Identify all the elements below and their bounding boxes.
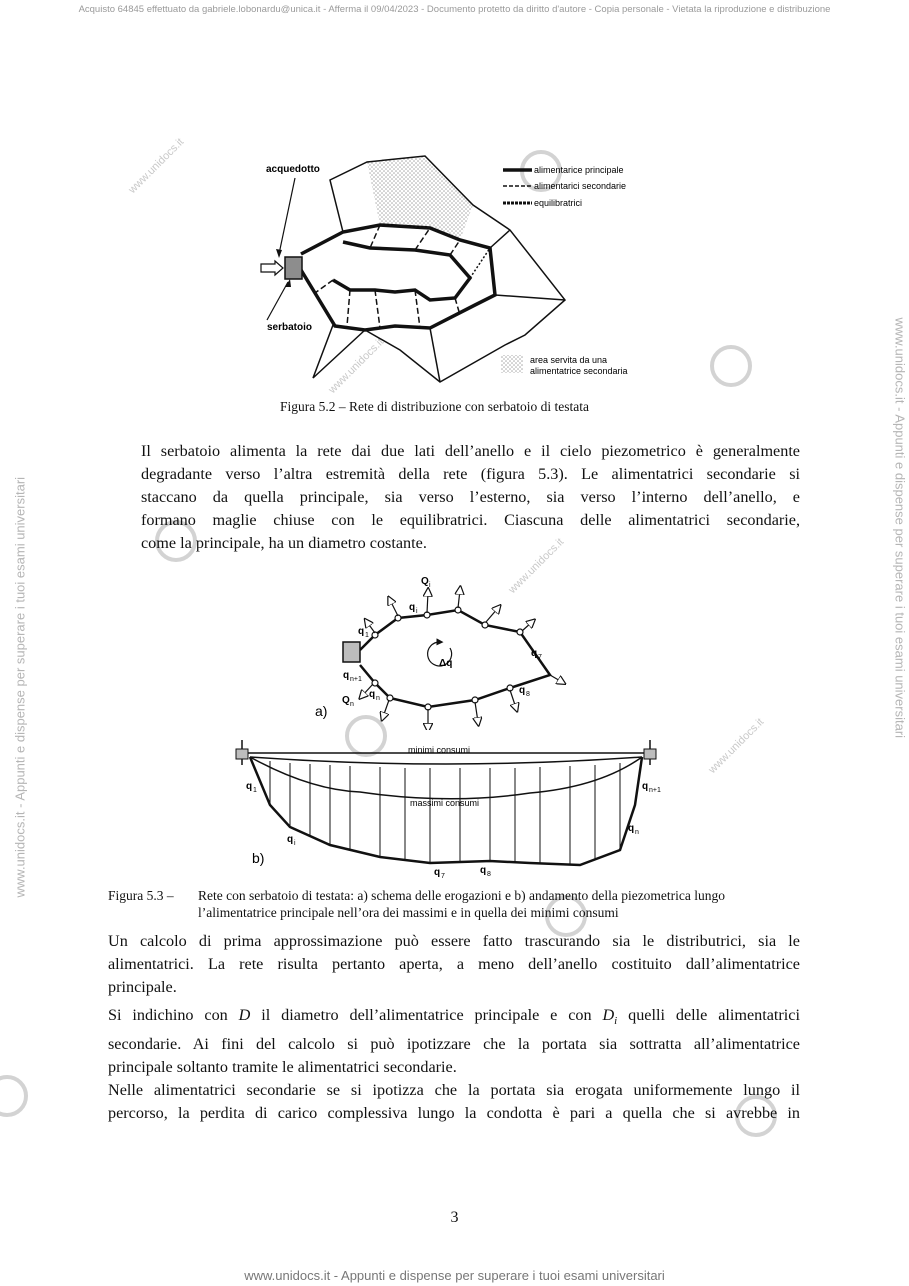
paragraph-line: Il serbatoio alimenta la rete dai due lati dell’anello e il cielo piezometrico è generalmente xyxy=(141,442,800,460)
paragraph-line xyxy=(108,1004,800,1033)
diagonal-watermark: www.unidocs.it xyxy=(326,336,387,396)
paragraph-line: principale. xyxy=(108,978,177,996)
qi-label: q xyxy=(409,602,416,613)
paragraph-line: alimentatrici. La rete risulta pertanto aperta, a meno dell’anello costituito dall’alimentatrice xyxy=(108,955,800,973)
Qi-subscript: i xyxy=(429,582,431,589)
reservoir-icon xyxy=(343,642,360,662)
serbatoio-label: serbatoio xyxy=(267,322,313,333)
main-feeder-line xyxy=(301,225,495,330)
q7-subscript: 7 xyxy=(441,873,445,880)
paragraph-line: degradante verso l’altra estremità della rete (figura 5.3). Le alimentatrici secondarie si xyxy=(141,465,800,483)
qn1-subscript: n+1 xyxy=(350,676,362,683)
text-run: Si indichino con xyxy=(108,1006,239,1024)
legend-equil-label: equilibratrici xyxy=(534,198,583,208)
Qn-label: Q xyxy=(342,695,350,706)
qn-subscript: n xyxy=(376,695,380,702)
paragraph-3 xyxy=(108,1004,800,1079)
symbol-Di-subscript: i xyxy=(614,1015,618,1028)
bottom-watermark: www.unidocs.it - Appunti e dispense per superare i tuoi esami universitari xyxy=(244,1268,665,1283)
paragraph-2 xyxy=(108,930,800,999)
inner-ring-line xyxy=(333,242,470,300)
figure-5-3a-ring-diagram xyxy=(300,570,580,730)
panel-a-label: a) xyxy=(315,703,328,719)
left-side-watermark: www.unidocs.it - Appunti e dispense per superare i tuoi esami universitari xyxy=(12,476,28,898)
Qi-label: Q xyxy=(421,576,429,587)
legend-secondary-label: alimentarici secondarie xyxy=(534,181,627,191)
q8-label: q xyxy=(480,865,487,876)
figure-5-2-network-diagram xyxy=(255,150,655,395)
q1-subscript: 1 xyxy=(253,787,257,794)
symbol-D: D xyxy=(238,1006,251,1024)
q7-label: q xyxy=(531,648,538,659)
q1-label: q xyxy=(358,626,365,637)
paragraph-1 xyxy=(141,440,800,555)
paragraph-line: Un calcolo di prima approssimazione può essere fatto trascurando sia le distributrici, sia le xyxy=(108,932,800,950)
paragraph-line: Nelle alimentatrici secondarie se si ipotizza che la portata sia erogata uniformemente lungo il xyxy=(108,1081,800,1099)
paragraph-4 xyxy=(108,1079,800,1125)
qn1-label: q xyxy=(642,781,649,792)
inflow-arrow-icon xyxy=(261,261,283,275)
right-side-watermark: www.unidocs.it - Appunti e dispense per superare i tuoi esami universitari xyxy=(892,317,908,739)
delta-q-label: Δq xyxy=(439,658,453,669)
unidocs-logo-icon xyxy=(710,345,752,387)
symbol-Di: D xyxy=(602,1006,615,1024)
panel-b-label: b) xyxy=(252,850,265,866)
figure-5-3-caption-label: Figura 5.3 – xyxy=(108,888,174,903)
legend-area-line1: area servita da una xyxy=(530,355,608,365)
qi-label: q xyxy=(287,834,294,845)
legend-area-swatch xyxy=(501,355,523,373)
pipe-profile-line xyxy=(250,757,642,865)
reservoir-icon xyxy=(285,257,302,279)
figure-5-3-caption-line2: l’alimentatrice principale nell’ora dei massimi e in quella dei minimi consumi xyxy=(198,905,619,920)
figure-5-3-caption-line1: Rete con serbatoio di testata: a) schema delle erogazioni e b) andamento della piezometrica lungo xyxy=(198,888,726,903)
diagonal-watermark: www.unidocs.it xyxy=(706,716,767,776)
paragraph-line: secondarie. Ai fini del calcolo si può ipotizzare che la portata sia sottratta all’alimentatrice xyxy=(108,1035,800,1054)
Qn-subscript: n xyxy=(350,701,354,708)
legend-main-label: alimentarice principale xyxy=(534,165,624,175)
paragraph-line: percorso, la perdita di carico complessiva lungo la condotta è pari a quella che si avrebbe in xyxy=(108,1104,800,1122)
paragraph-line: formano maglie chiuse con le equilibratrici. Ciascuna delle alimentatrici secondarie, xyxy=(141,511,800,529)
minimi-consumi-label: minimi consumi xyxy=(408,745,471,755)
text-run: il diametro dell’alimentatrice principale e con xyxy=(250,1006,603,1024)
figure-5-2-caption: Figura 5.2 – Rete di distribuzione con serbatoio di testata xyxy=(280,399,589,414)
qi-subscript: i xyxy=(294,840,296,847)
qn1-label: q xyxy=(343,670,350,681)
qn-label: q xyxy=(369,689,376,700)
qn1-subscript: n+1 xyxy=(649,787,661,794)
q1-subscript: 1 xyxy=(365,632,369,639)
paragraph-line: staccano da quella principale, sia verso l’esterno, sia verso l’interno dell’anello, e xyxy=(141,488,800,506)
text-run: quelli delle alimentatrici xyxy=(617,1006,800,1024)
page-number: 3 xyxy=(450,1209,459,1226)
qi-subscript: i xyxy=(416,608,418,615)
q7-label: q xyxy=(434,867,441,878)
qn-label: q xyxy=(628,823,635,834)
q8-subscript: 8 xyxy=(487,871,491,878)
q1-label: q xyxy=(246,781,253,792)
top-watermark: Acquisto 64845 effettuato da gabriele.lobonardu@unica.it - Afferma il 09/04/2023 - Documento protetto da diritto d'autore - Copia personale - Vietata la riproduzione e distribuzione xyxy=(78,4,831,15)
min-consumption-curve xyxy=(250,757,642,764)
legend-area-line2: alimentatrice secondaria xyxy=(530,366,628,376)
diagonal-watermark: www.unidocs.it xyxy=(506,536,567,596)
diagonal-watermark: www.unidocs.it xyxy=(126,136,187,196)
unidocs-logo-icon xyxy=(0,1075,28,1117)
figure-5-3b-piezometric-profile xyxy=(230,735,670,880)
acquedotto-label: acquedotto xyxy=(266,164,320,175)
qn-subscript: n xyxy=(635,829,639,836)
paragraph-line: come la principale, ha un diametro costante. xyxy=(141,534,427,552)
q8-subscript: 8 xyxy=(526,691,530,698)
paragraph-line: principale soltanto tramite le alimentatrici secondarie. xyxy=(108,1058,457,1077)
q8-label: q xyxy=(519,685,526,696)
massimi-consumi-label: massimi consumi xyxy=(410,798,480,808)
q7-subscript: 7 xyxy=(538,654,542,661)
